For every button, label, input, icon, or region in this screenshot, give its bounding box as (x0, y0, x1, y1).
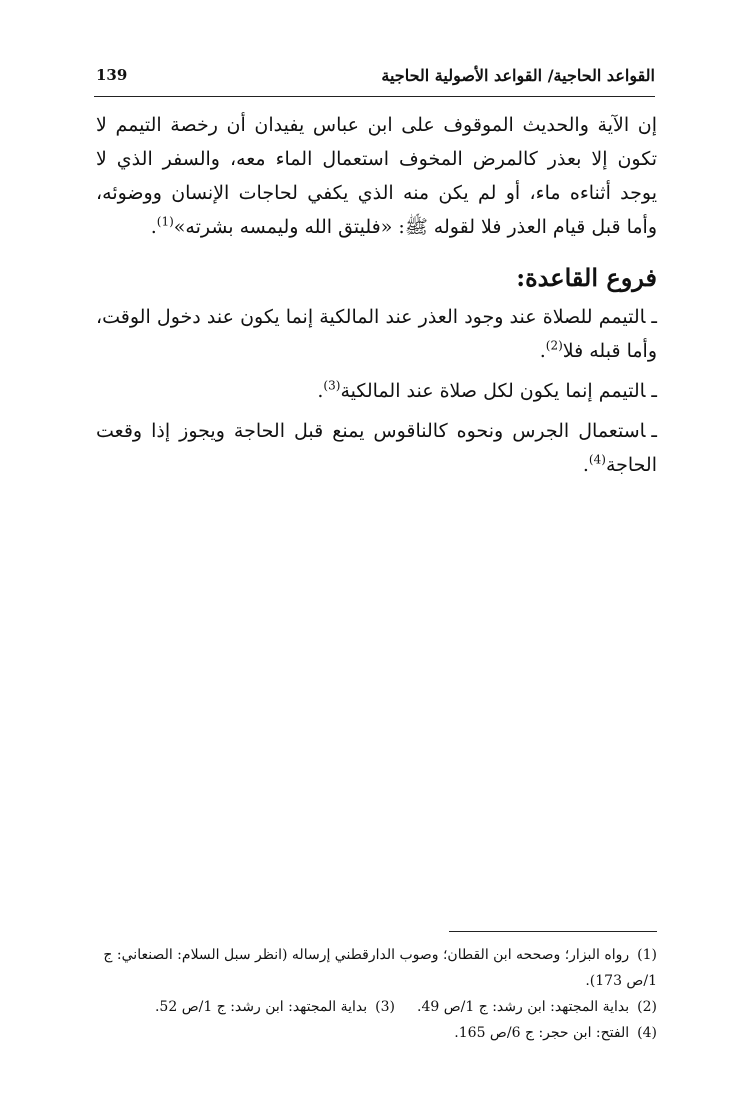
branch-end: . (582, 454, 589, 476)
branch-text: التيمم للصلاة عند وجود العذر عند المالكية إنما يكون عند دخول الوقت، وأما قبله فلا (96, 306, 657, 362)
page-number: 139 (96, 66, 128, 84)
footnote-1 (96, 942, 657, 994)
branch-item-2 (96, 374, 657, 408)
footnote-separator (449, 931, 657, 932)
footnote-number: (4) (637, 1025, 657, 1041)
main-text (96, 108, 657, 488)
footnote-2-3 (96, 994, 657, 1020)
branch-end: . (317, 380, 324, 402)
intro-paragraph (96, 108, 657, 244)
footnote-4 (96, 1020, 657, 1046)
footnote-text: بداية المجتهد: ابن رشد: ج 1/ص 52. (154, 999, 368, 1015)
branch-item-3 (96, 414, 657, 482)
section-title: فروع القاعدة: (516, 263, 657, 292)
footnote-ref-3[interactable]: (3) (323, 378, 341, 393)
intro-text: إن الآية والحديث الموقوف على ابن عباس يفيدان أن رخصة التيمم لا تكون إلا بعذر كالمرض المخوف استعمال الماء معه، والسفر الذي لا يوجد أثناءه ماء، أو لم يكن منه الذي يكفي لحاجات الإنسان ووضوئه، وأما قبل قيام العذر فلا لقوله ﷺ: «فليتق الله وليمسه بشرته» (96, 114, 657, 238)
branch-text: استعمال الجرس ونحوه كالناقوس يمنع قبل الحاجة ويجوز إذا وقعت الحاجة (96, 420, 657, 476)
branch-item-1 (96, 300, 657, 368)
branch-end: . (539, 340, 546, 362)
footnote-ref-4[interactable]: (4) (588, 452, 606, 467)
branch-dash: ـ (651, 306, 657, 328)
footnotes (96, 942, 657, 1046)
footnote-number: (1) (637, 947, 657, 963)
footnote-number: (2) (637, 999, 657, 1015)
footnote-number: (3) (375, 999, 395, 1015)
footnote-text: الفتح: ابن حجر: ج 6/ص 165. (454, 1025, 630, 1041)
branch-dash: ـ (651, 380, 657, 402)
footnote-ref-2[interactable]: (2) (545, 338, 563, 353)
footnote-text: رواه البزار؛ وصححه ابن القطان؛ وصوب الدارقطني إرساله (انظر سبل السلام: الصنعاني: ج 1/ص 173). (103, 947, 657, 989)
footnote-ref-1[interactable]: (1) (156, 214, 174, 229)
branch-dash: ـ (651, 420, 657, 442)
running-header (94, 60, 655, 97)
running-title: القواعد الحاجية/ القواعد الأصولية الحاجية (381, 66, 655, 85)
branch-text: التيمم إنما يكون لكل صلاة عند المالكية (340, 380, 646, 402)
intro-end: . (150, 216, 157, 238)
footnote-text: بداية المجتهد: ابن رشد: ج 1/ص 49. (416, 999, 630, 1015)
